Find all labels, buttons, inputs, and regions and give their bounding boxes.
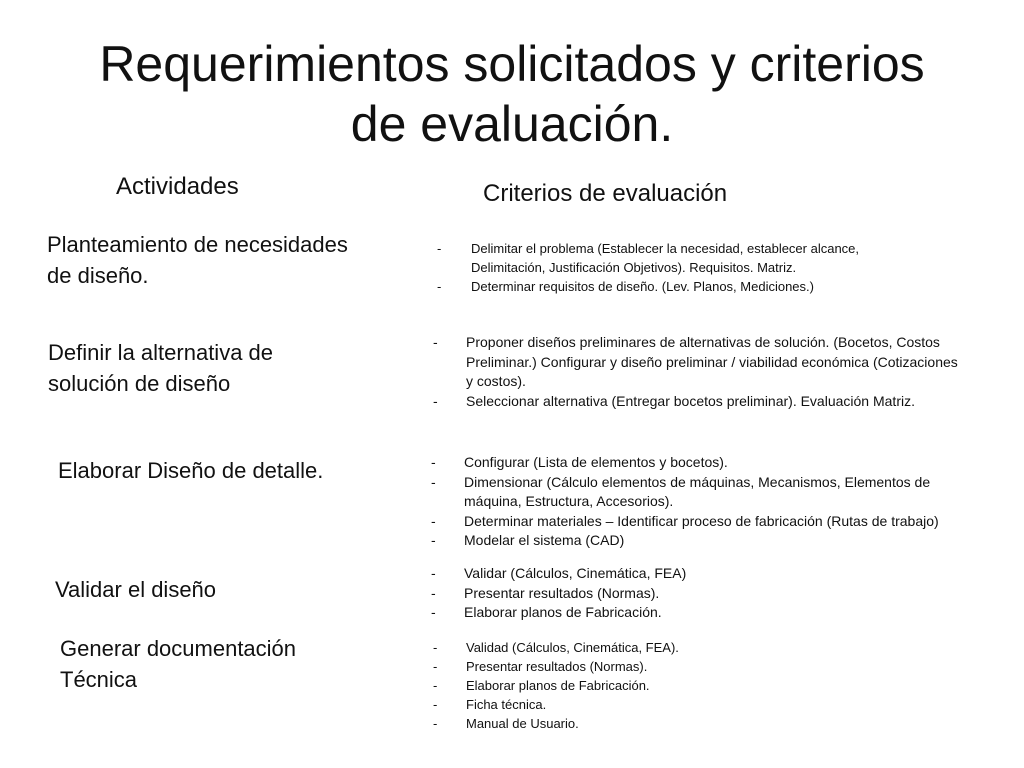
criteria-line: Validar (Cálculos, Cinemática, FEA) <box>464 565 687 581</box>
criteria-line: Ficha técnica. <box>466 697 547 712</box>
criteria-line: Validad (Cálculos, Cinemática, FEA). <box>466 640 679 655</box>
slide-title <box>0 34 1024 154</box>
activities-heading: Actividades <box>116 173 239 200</box>
criteria-item <box>433 657 993 676</box>
criteria-item <box>431 453 991 473</box>
criteria-item <box>433 714 993 733</box>
criteria-line: Presentar resultados (Normas). <box>464 584 660 601</box>
criteria-item <box>431 512 991 532</box>
bullet-dash: - <box>437 279 442 294</box>
activity-line: solución de diseño <box>48 371 231 396</box>
criteria-line: Proponer diseños preliminares de alternativas de solución. (Bocetos, Costos <box>466 334 940 350</box>
activity-line: de diseño. <box>47 263 149 288</box>
activity-line: Generar documentación <box>60 636 297 661</box>
bullet-dash: - <box>433 697 438 712</box>
activity-line: Técnica <box>60 667 138 692</box>
criteria-item <box>433 676 993 695</box>
criteria-list-3 <box>431 453 991 551</box>
criteria-item <box>437 239 907 277</box>
bullet-dash: - <box>431 604 436 620</box>
criteria-line: Delimitar el problema (Establecer la necesidad, establecer alcance, <box>471 241 860 256</box>
bullet-dash: - <box>433 678 438 693</box>
criteria-item <box>431 564 991 584</box>
criteria-item <box>437 277 907 296</box>
activity-4 <box>55 574 216 605</box>
criteria-line: Manual de Usuario. <box>466 716 579 731</box>
criteria-line: y costos). <box>466 373 526 389</box>
criteria-line: Seleccionar alternativa (Entregar bocetos preliminar). Evaluación Matriz. <box>466 392 915 409</box>
criteria-item <box>433 333 993 392</box>
criteria-item <box>431 531 991 551</box>
criteria-item <box>433 695 993 714</box>
criteria-line: Modelar el sistema (CAD) <box>464 532 625 548</box>
criteria-item <box>433 638 993 657</box>
bullet-dash: - <box>433 392 438 409</box>
criteria-list-4 <box>431 564 991 623</box>
bullet-dash: - <box>431 532 436 548</box>
criteria-line: Presentar resultados (Normas). <box>466 659 648 674</box>
criteria-line: Determinar materiales – Identificar proceso de fabricación (Rutas de trabajo) <box>464 512 939 529</box>
criteria-list-1 <box>437 239 907 296</box>
criteria-line: Elaborar planos de Fabricación. <box>464 604 662 620</box>
activity-3 <box>58 455 323 486</box>
bullet-dash: - <box>431 584 436 601</box>
bullet-dash: - <box>437 241 442 256</box>
activity-5 <box>60 633 296 695</box>
bullet-dash: - <box>431 565 436 581</box>
criteria-list-2 <box>433 333 993 411</box>
criteria-line: Delimitación, Justificación Objetivos). Requisitos. Matriz. <box>471 260 797 275</box>
title-line: Requerimientos solicitados y criterios <box>99 36 925 92</box>
criteria-line: Configurar (Lista de elementos y bocetos). <box>464 454 728 470</box>
criteria-item <box>431 473 991 512</box>
activity-line: Definir la alternativa de <box>48 340 274 365</box>
bullet-dash: - <box>433 659 438 674</box>
bullet-dash: - <box>431 454 436 470</box>
criteria-line: Elaborar planos de Fabricación. <box>466 678 650 693</box>
title-line: de evaluación. <box>350 96 674 152</box>
bullet-dash: - <box>431 512 436 529</box>
bullet-dash: - <box>431 473 436 490</box>
criteria-line: Determinar requisitos de diseño. (Lev. Planos, Mediciones.) <box>471 279 814 294</box>
activity-1 <box>47 229 348 291</box>
criteria-item <box>433 392 993 412</box>
criteria-item <box>431 603 991 623</box>
bullet-dash: - <box>433 716 438 731</box>
criteria-line: máquina, Estructura, Accesorios). <box>464 493 674 509</box>
criteria-line: Preliminar.) Configurar y diseño preliminar / viabilidad económica (Cotizaciones <box>466 353 958 370</box>
activity-line: Planteamiento de necesidades <box>47 232 348 257</box>
activity-2 <box>48 337 273 399</box>
criteria-item <box>431 584 991 604</box>
criteria-line: Dimensionar (Cálculo elementos de máquinas, Mecanismos, Elementos de <box>464 473 931 490</box>
bullet-dash: - <box>433 640 438 655</box>
activity-line: Validar el diseño <box>55 577 217 602</box>
criteria-list-5 <box>433 638 993 733</box>
activity-line: Elaborar Diseño de detalle. <box>58 458 324 483</box>
bullet-dash: - <box>433 334 438 350</box>
criteria-heading: Criterios de evaluación <box>483 180 728 207</box>
